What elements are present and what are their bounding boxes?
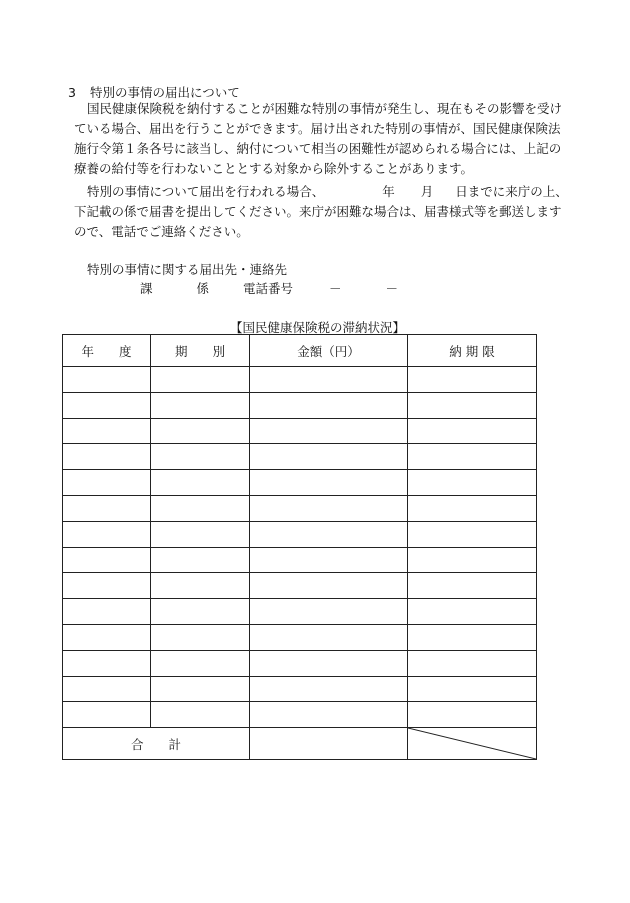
cell-period[interactable] bbox=[151, 470, 250, 496]
cell-fiscal-year[interactable] bbox=[63, 470, 151, 496]
phone-label: 電話番号 bbox=[242, 281, 293, 296]
header-fiscal-year: 年 度 bbox=[63, 335, 151, 367]
cell-fiscal-year[interactable] bbox=[63, 367, 151, 393]
cell-amount[interactable] bbox=[250, 624, 408, 650]
cell-fiscal-year[interactable] bbox=[63, 418, 151, 444]
table-row bbox=[63, 444, 537, 470]
cell-amount[interactable] bbox=[250, 521, 408, 547]
cell-period[interactable] bbox=[151, 392, 250, 418]
table-row bbox=[63, 521, 537, 547]
cell-amount[interactable] bbox=[250, 573, 408, 599]
cell-amount[interactable] bbox=[250, 418, 408, 444]
table-row bbox=[63, 599, 537, 625]
cell-fiscal-year[interactable] bbox=[63, 599, 151, 625]
contact-title: 特別の事情に関する届出先・連絡先 bbox=[87, 262, 288, 277]
table-row bbox=[63, 676, 537, 702]
paragraph-line: ので、電話でご連絡ください。 bbox=[74, 224, 249, 239]
cell-due-date[interactable] bbox=[408, 547, 537, 573]
cell-due-date[interactable] bbox=[408, 676, 537, 702]
paragraph-line: 国民健康保険税を納付することが困難な特別の事情が発生し、現在もその影響を受け bbox=[87, 101, 563, 116]
cell-amount[interactable] bbox=[250, 495, 408, 521]
table-row bbox=[63, 650, 537, 676]
deadline-prefix: 特別の事情について届出を行われる場合、 bbox=[87, 184, 325, 199]
cell-due-date[interactable] bbox=[408, 444, 537, 470]
cell-period[interactable] bbox=[151, 624, 250, 650]
cell-due-date[interactable] bbox=[408, 495, 537, 521]
cell-due-date[interactable] bbox=[408, 392, 537, 418]
cell-period[interactable] bbox=[151, 418, 250, 444]
diagonal-strike bbox=[408, 728, 536, 759]
cell-fiscal-year[interactable] bbox=[63, 521, 151, 547]
cell-fiscal-year[interactable] bbox=[63, 392, 151, 418]
cell-period[interactable] bbox=[151, 521, 250, 547]
cell-due-date[interactable] bbox=[408, 573, 537, 599]
table-row bbox=[63, 392, 537, 418]
cell-fiscal-year[interactable] bbox=[63, 495, 151, 521]
table-row bbox=[63, 702, 537, 728]
table-row bbox=[63, 367, 537, 393]
cell-amount[interactable] bbox=[250, 547, 408, 573]
paragraph-eligibility bbox=[74, 99, 574, 179]
deadline-suffix: 日までに来庁の上、 bbox=[455, 184, 568, 199]
table-caption: 【国民健康保険税の滞納状況】 bbox=[230, 320, 406, 335]
cell-fiscal-year[interactable] bbox=[63, 547, 151, 573]
cell-due-date[interactable] bbox=[408, 418, 537, 444]
cell-period[interactable] bbox=[151, 367, 250, 393]
table-row bbox=[63, 418, 537, 444]
cell-amount[interactable] bbox=[250, 367, 408, 393]
section-kakari-label: 係 bbox=[196, 281, 209, 296]
paragraph-line: ている場合、届出を行うことができます。届け出された特別の事情が、国民健康保険法 bbox=[74, 121, 561, 136]
cell-due-date[interactable] bbox=[408, 702, 537, 728]
phone-dash: － bbox=[328, 281, 342, 296]
cell-due-date[interactable] bbox=[408, 650, 537, 676]
cell-period[interactable] bbox=[151, 547, 250, 573]
cell-amount[interactable] bbox=[250, 444, 408, 470]
header-period: 期 別 bbox=[151, 335, 250, 367]
cell-due-date[interactable] bbox=[408, 367, 537, 393]
table-row bbox=[63, 495, 537, 521]
cell-amount[interactable] bbox=[250, 650, 408, 676]
total-label: 合 計 bbox=[63, 728, 250, 760]
cell-amount[interactable] bbox=[250, 676, 408, 702]
cell-fiscal-year[interactable] bbox=[63, 444, 151, 470]
total-amount-cell[interactable] bbox=[250, 728, 408, 760]
total-blank-cell bbox=[408, 728, 537, 760]
cell-fiscal-year[interactable] bbox=[63, 702, 151, 728]
cell-due-date[interactable] bbox=[408, 521, 537, 547]
cell-fiscal-year[interactable] bbox=[63, 676, 151, 702]
paragraph-line: 施行令第１条各号に該当し、納付について相当の困難性が認められる場合には、上記の bbox=[74, 141, 562, 156]
table-row bbox=[63, 573, 537, 599]
cell-due-date[interactable] bbox=[408, 599, 537, 625]
section-ka-label: 課 bbox=[140, 281, 153, 296]
cell-period[interactable] bbox=[151, 676, 250, 702]
cell-period[interactable] bbox=[151, 495, 250, 521]
deadline-line bbox=[74, 182, 574, 202]
paragraph-line: 療養の給付等を行わないこととする対象から除外することがあります。 bbox=[74, 161, 474, 176]
table-row bbox=[63, 624, 537, 650]
cell-due-date[interactable] bbox=[408, 470, 537, 496]
cell-fiscal-year[interactable] bbox=[63, 573, 151, 599]
total-row bbox=[63, 728, 537, 760]
cell-fiscal-year[interactable] bbox=[63, 650, 151, 676]
cell-period[interactable] bbox=[151, 650, 250, 676]
cell-period[interactable] bbox=[151, 599, 250, 625]
phone-dash: － bbox=[385, 281, 398, 296]
cell-amount[interactable] bbox=[250, 599, 408, 625]
cell-due-date[interactable] bbox=[408, 624, 537, 650]
cell-amount[interactable] bbox=[250, 702, 408, 728]
section-title: 特別の事情の届出について bbox=[90, 85, 240, 100]
contact-details bbox=[140, 279, 398, 297]
cell-fiscal-year[interactable] bbox=[63, 624, 151, 650]
header-due-date: 納 期 限 bbox=[408, 335, 537, 367]
header-amount: 金額（円） bbox=[250, 335, 408, 367]
delinquency-table bbox=[62, 334, 537, 760]
cell-period[interactable] bbox=[151, 702, 250, 728]
year-label: 年 bbox=[382, 184, 395, 199]
table-row bbox=[63, 470, 537, 496]
cell-amount[interactable] bbox=[250, 392, 408, 418]
paragraph-deadline bbox=[74, 182, 574, 242]
paragraph-line: 下記載の係で届書を提出してください。来庁が困難な場合は、届書様式等を郵送します bbox=[74, 204, 562, 219]
cell-period[interactable] bbox=[151, 573, 250, 599]
section-number: 3 bbox=[68, 85, 76, 100]
cell-amount[interactable] bbox=[250, 470, 408, 496]
table-header-row bbox=[63, 335, 537, 367]
table-row bbox=[63, 547, 537, 573]
cell-period[interactable] bbox=[151, 444, 250, 470]
month-label: 月 bbox=[420, 184, 434, 199]
